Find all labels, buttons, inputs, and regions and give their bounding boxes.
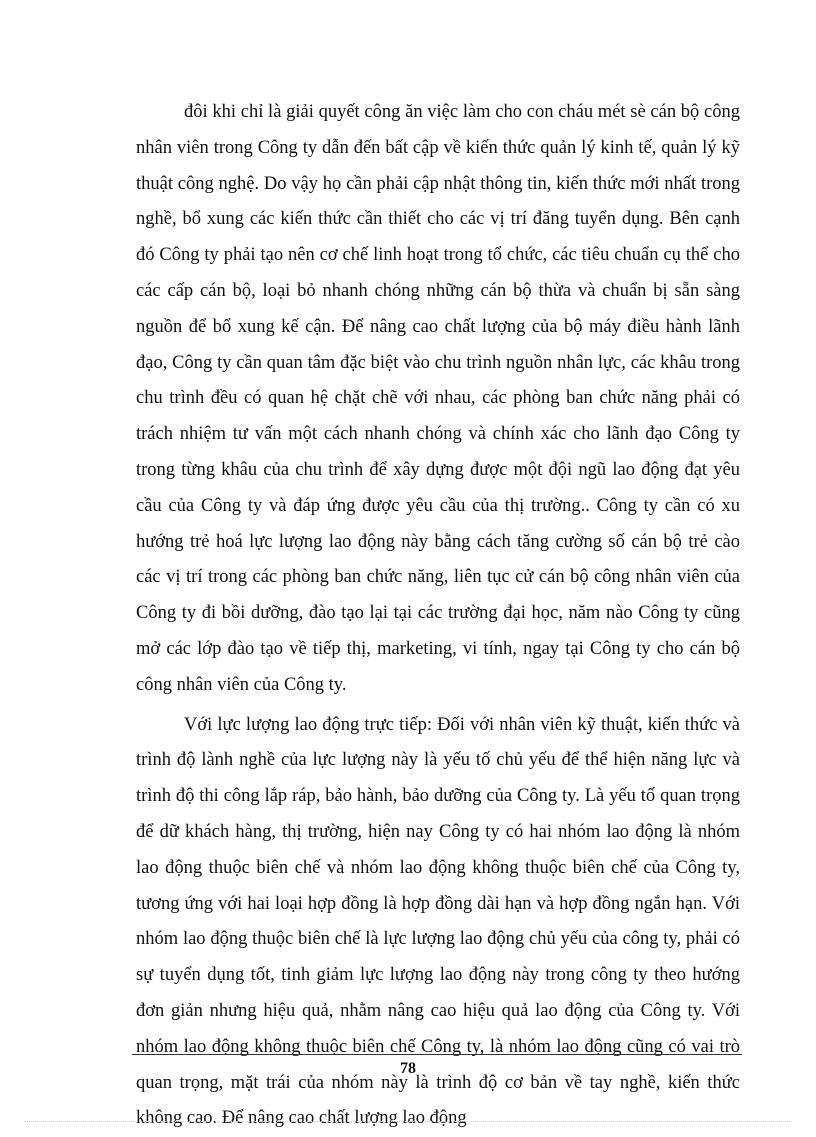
paragraph-direct-labor: Với lực lượng lao động trực tiếp: Đối với nhân viên kỹ thuật, kiến thức và trình độ lành nghề của lực lượng này là yếu tố chủ yếu để thể hiện năng lực và trình độ thi công lắp ráp, bảo hành, bảo dưỡng của Công ty. Là yếu tố quan trọng để dữ khách hàng, thị trường, hiện nay Công ty có hai nhóm lao động là nhóm lao động thuộc biên chế và nhóm lao động không thuộc biên chế của Công ty, tương ứng với hai loại hợp đồng là hợp đồng dài hạn và hợp đồng ngắn hạn. Với nhóm lao động thuộc biên chế là lực lượng lao động chủ yếu của công ty, phải có sự tuyển dụng tốt, tinh giảm lực lượng lao động này trong công ty theo hướng đơn giản nhưng hiệu quả, nhằm nâng cao hiệu quả lao động của Công ty. Với nhóm lao động không thuộc biên chế Công ty, là nhóm lao động cũng có vai trò quan trọng, mặt trái của nhóm này là trình độ cơ bản về tay nghề, kiến thức không cao. Để nâng cao chất lượng lao động [136, 714, 740, 1129]
page-bottom-dotted-border [24, 1121, 792, 1122]
footer-divider [132, 1054, 742, 1055]
page-number: 78 [400, 1060, 416, 1077]
paragraph-continuation: đôi khi chỉ là giải quyết công ăn việc làm cho con cháu mét sè cán bộ công nhân viên trong Công ty dẫn đến bất cập về kiến thức quản lý kinh tế, quản lý kỹ thuật công nghệ. Do vậy họ cần phải cập nhật thông tin, kiến thức mới nhất trong nghề, bổ xung các kiến thức cần thiết cho các vị trí đăng tuyển dụng. Bên cạnh đó Công ty phải tạo nên cơ chế linh hoạt trong tổ chức, các tiêu chuẩn cụ thể cho các cấp cán bộ, loại bỏ nhanh chóng những cán bộ thừa và chuẩn bị sẵn sàng nguồn để bổ xung kế cận. Để nâng cao chất lượng của bộ máy điều hành lãnh đạo, Công ty cần quan tâm đặc biệt vào chu trình nguồn nhân lực, các khâu trong chu trình đều có quan hệ chặt chẽ với nhau, các phòng ban chức năng phải có trách nhiệm tư vấn một cách nhanh chóng và chính xác cho lãnh đạo Công ty trong từng khâu của chu trình để xây dựng được một đội ngũ lao động đạt yêu cầu của Công ty và đáp ứng được yêu cầu của thị trường.. Công ty cần có xu hướng trẻ hoá lực lượng lao động này bằng cách tăng cường số cán bộ trẻ cào các vị trí trong các phòng ban chức năng, liên tục cử cán bộ công nhân viên của Công ty đi bồi dưỡng, đào tạo lại tại các trường đại học, năm nào Công ty cũng mở các lớp đào tạo về tiếp thị, marketing, vi tính, ngay tại Công ty cho cán bộ công nhân viên của Công ty. [136, 102, 740, 695]
page-body [136, 95, 740, 1137]
